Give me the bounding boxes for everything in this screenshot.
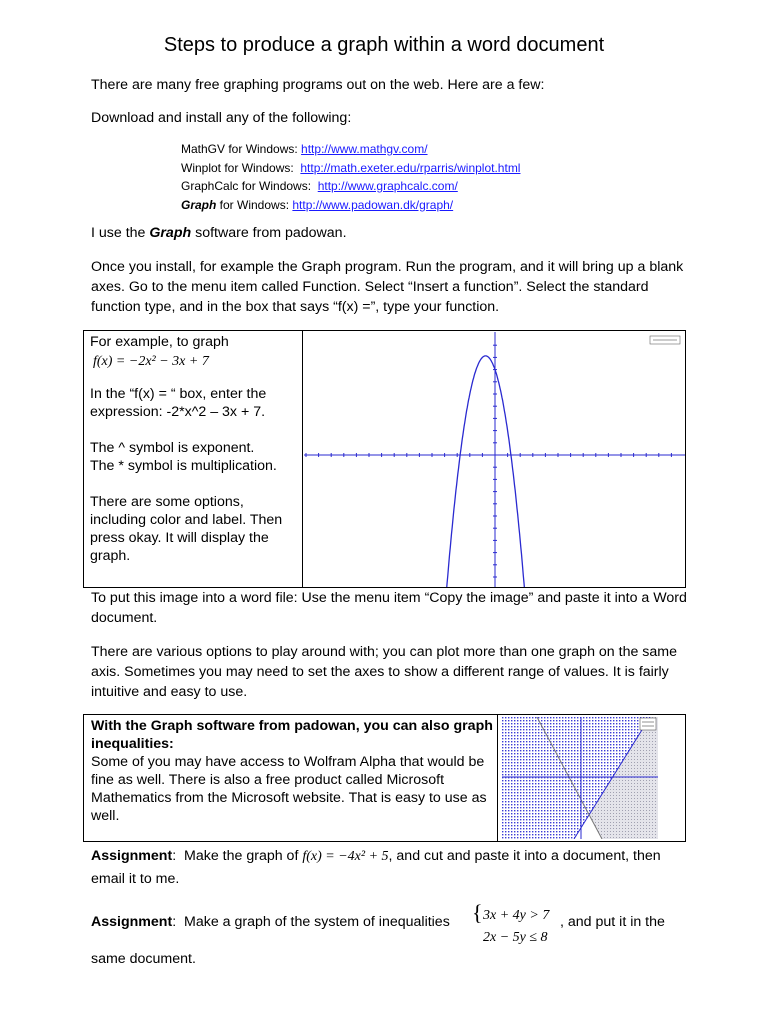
intro-text: There are many free graphing programs out on the web. Here are a few: — [91, 77, 545, 93]
example-box — [83, 330, 686, 588]
list-item: Winplot for Windows: http://math.exeter.edu/rparris/winplot.html — [181, 160, 521, 175]
example-formula: f(x) = −2x² − 3x + 7 — [93, 354, 209, 369]
winplot-link[interactable]: http://math.exeter.edu/rparris/winplot.html — [300, 160, 521, 175]
parabola-graph — [304, 332, 685, 587]
inequality-graph — [502, 717, 658, 839]
assignment-1: Assignment: Make the graph of f(x) = −4x² + 5, and cut and paste it into a document, then email it to me. — [91, 848, 661, 887]
assignment-2-end: same document. — [91, 951, 196, 967]
page-title: Steps to produce a graph within a word document — [163, 34, 605, 56]
copy-paragraph: To put this image into a word file: Use the menu item “Copy the image” and paste it into a Word document. — [91, 590, 687, 626]
brace: { — [472, 900, 483, 925]
mathgv-link[interactable]: http://www.mathgv.com/ — [301, 142, 428, 156]
install-paragraph: Once you install, for example the Graph program. Run the program, and it will bring up a blank axes. Go to the menu item called Function. Select “Insert a function”. Select the standard function type, and in the box that says “f(x) =”, type your function. — [91, 259, 684, 315]
graphcalc-link[interactable]: http://www.graphcalc.com/ — [317, 179, 458, 193]
assignment-1-formula: f(x) = −4x² + 5 — [302, 849, 389, 864]
inequality-box — [83, 714, 686, 842]
assignment-2-post: , and put it in the — [560, 914, 665, 930]
inequality-text: With the Graph software from padowan, you can also graph inequalities: Some of you may have access to Wolfram Alpha that would be fine as well. There is also a free product called Microsoft Mathematics from the Microsoft website. That is easy to use as well. — [91, 718, 493, 824]
inequality-system: 3x + 4y > 7 2x − 5y ≤ 8 — [483, 908, 550, 945]
list-item: GraphCalc for Windows: http://www.graphcalc.com/ — [181, 179, 458, 193]
parabola-curve — [445, 356, 533, 587]
program-list — [181, 140, 520, 214]
assignment-2: Assignment: Make a graph of the system of inequalities — [91, 914, 454, 930]
list-item: Graph for Windows: http://www.padowan.dk/graph/ — [181, 197, 454, 212]
divider — [302, 331, 303, 587]
options-paragraph: There are various options to play around with; you can plot more than one graph on the same axis. Sometimes you may need to set the axes to show a different range of values. It is fairly intuitive and easy to use. — [91, 644, 677, 700]
download-text: Download and install any of the following: — [91, 110, 352, 126]
example-text: For example, to graph f(x) = −2x² − 3x + 7 In the “f(x) = “ box, enter the expression: -2*x^2 – 3x + 7. The ^ symbol is exponent. The * symbol is multiplication. There are some options, including color and label. Then press okay. It will display the graph. — [90, 333, 295, 565]
list-item: MathGV for Windows: http://www.mathgv.com/ — [181, 142, 428, 156]
use-text: I use the Graph software from padowan. — [91, 225, 347, 241]
divider — [497, 715, 498, 841]
graph-link[interactable]: http://www.padowan.dk/graph/ — [292, 197, 454, 212]
